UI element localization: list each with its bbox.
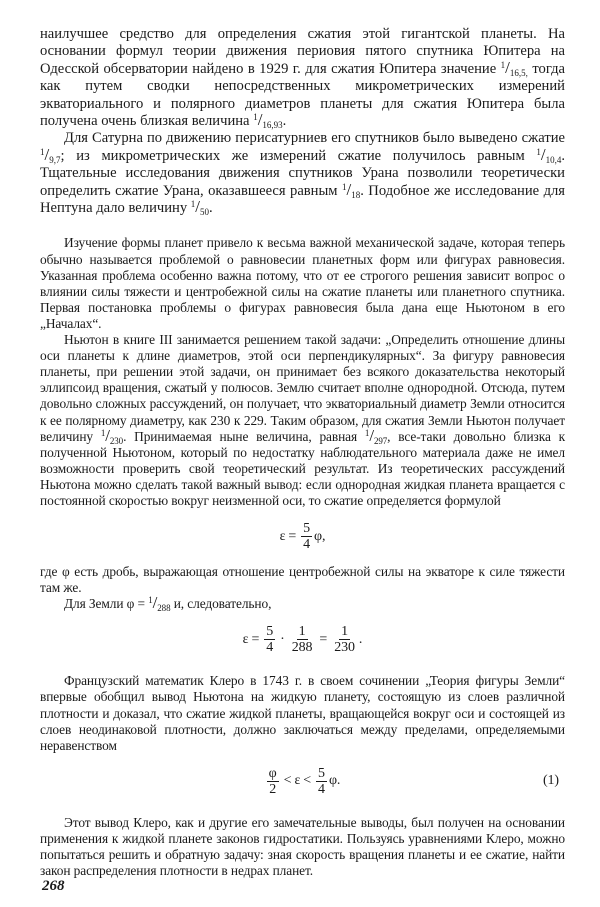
fraction-numerator: 1 bbox=[536, 146, 541, 157]
text: тогда как путем сводки непосредственных микрометрических измерений экваториального и полярного диаметров планеты для сжатия Юпитера была получена очень близкая величина bbox=[40, 60, 566, 130]
numerator: 5 bbox=[266, 624, 274, 640]
paragraph-newton bbox=[40, 332, 565, 509]
fraction-slash: / bbox=[195, 197, 201, 217]
fraction-denominator: 18 bbox=[351, 189, 361, 200]
phi-symbol: φ, bbox=[314, 528, 326, 544]
paragraph-saturn-uranus-neptune bbox=[40, 130, 565, 217]
spacer bbox=[40, 552, 565, 564]
fraction-denominator: 230 bbox=[109, 435, 124, 446]
fraction-slash: / bbox=[369, 425, 374, 445]
text: . Принимаемая ныне величина, равная bbox=[123, 428, 365, 444]
equals-sign: = bbox=[288, 528, 297, 544]
spacer bbox=[40, 509, 565, 521]
fraction-numerator: 1 bbox=[364, 427, 370, 438]
fraction-slash: / bbox=[257, 110, 263, 130]
denominator: 4 bbox=[318, 781, 325, 797]
denominator: 4 bbox=[303, 537, 311, 553]
fraction-numerator: 1 bbox=[148, 595, 153, 606]
page-body bbox=[40, 26, 565, 879]
fraction bbox=[267, 766, 279, 797]
denominator: 4 bbox=[266, 640, 274, 656]
numerator: 1 bbox=[341, 624, 349, 640]
fraction-numerator: 1 bbox=[40, 146, 45, 157]
text: Для Сатурна по движению перисатурниев его спутников было выведено сжатие bbox=[64, 130, 565, 147]
epsilon-symbol: ε bbox=[242, 631, 249, 647]
text: . bbox=[282, 113, 287, 130]
equation-number: (1) bbox=[542, 773, 559, 789]
phi-symbol: φ. bbox=[328, 773, 341, 789]
spacer bbox=[40, 217, 565, 235]
fraction bbox=[332, 624, 357, 655]
equals-sign: = bbox=[319, 631, 328, 647]
text: наилучшее средство для определения сжатия этой гигантской планеты. На основании формул теории движения периовия пятого спутника Юпитера на Одесской обсерватории найдено в 1929 г. для сжатия Юпитера значение bbox=[40, 26, 565, 77]
fraction-numerator: 1 bbox=[500, 59, 506, 70]
fraction bbox=[290, 624, 315, 655]
period: . bbox=[358, 631, 363, 647]
small-print-section bbox=[40, 235, 565, 879]
fraction-denominator: 50 bbox=[200, 207, 210, 218]
fraction bbox=[301, 521, 312, 552]
fraction-denominator: 16,93 bbox=[262, 120, 283, 131]
formula-earth-compression bbox=[40, 624, 565, 655]
equals-sign: = bbox=[251, 631, 260, 647]
text: . Подобное же исследование для Нептуна дало величину bbox=[40, 182, 565, 217]
paragraph-jupiter bbox=[40, 26, 565, 130]
spacer bbox=[40, 754, 565, 766]
text: . bbox=[209, 200, 213, 217]
fraction-slash: / bbox=[44, 144, 50, 164]
multiply-dot: · bbox=[280, 631, 285, 647]
text: , все-таки довольно близка к полученной Ньютоном, который по недостатку наблюдательного материала даже не имел возможности проверить свой теоретический результат. Из теоретических рассуждений Ньютона можно сделать такой важный вывод: если однородная жидкая планета вращается с постоянной скоростью вокруг неизменной оси, то сжатие определяется формулой bbox=[40, 428, 566, 508]
numerator: 1 bbox=[298, 624, 306, 640]
text: ; из микрометрических же измерений сжатие получилось равным bbox=[60, 147, 537, 164]
formula-clairaut-inequality bbox=[40, 766, 565, 797]
fraction-numerator: 1 bbox=[100, 427, 106, 438]
numerator: 5 bbox=[303, 521, 311, 537]
numerator: φ bbox=[268, 765, 277, 781]
paragraph-clairaut: Французский математик Клеро в 1743 г. в своем сочинении „Теория фигуры Земли“ впервые обобщил вывод Ньютона на жидкую планету, состоящую из слоев различной плотности и доказал, что сжатие жидкой планеты, вращающейся вокруг оси и состоящей из слоев неодинаковой плотности, должно заключаться между пределами, определяемыми неравенством bbox=[40, 673, 565, 753]
less-than-sign: < bbox=[303, 773, 312, 789]
spacer bbox=[40, 797, 565, 815]
fraction-slash: / bbox=[105, 425, 110, 445]
fraction-denominator: 297 bbox=[373, 435, 388, 446]
paragraph-earth-phi bbox=[40, 593, 565, 614]
epsilon-symbol: ε bbox=[279, 528, 286, 544]
epsilon-symbol: ε bbox=[294, 773, 301, 789]
denominator: 288 bbox=[291, 640, 313, 656]
page-number: 268 bbox=[42, 878, 65, 894]
fraction-slash: / bbox=[152, 593, 158, 613]
fraction-denominator: 16,5, bbox=[509, 67, 528, 78]
formula-epsilon bbox=[40, 521, 565, 552]
fraction bbox=[316, 766, 327, 797]
numerator: 5 bbox=[318, 765, 325, 781]
fraction-denominator: 288 bbox=[157, 603, 171, 614]
text: . Тщательные исследования движения спутников Урана позволили теоретически определить сжатие Урана, оказавшееся равным bbox=[40, 147, 565, 199]
fraction-denominator: 9,7 bbox=[49, 154, 61, 165]
fraction-numerator: 1 bbox=[253, 112, 258, 123]
spacer bbox=[40, 655, 565, 673]
fraction bbox=[264, 624, 275, 655]
text: Ньютон в книге III занимается решением такой задачи: „Определить отношение длины оси планеты к длине диаметров, этой оси перпендикулярных“. За фигуру равновесия планеты, при решении этой задачи, он принимает без всякого доказательства некоторый эллипсоид вращения, сжатый у полюсов. Землю считает вполне однородной. Отсюда, путем довольно сложных рассуждений, он получает, что экваториальный диаметр Земли относится к ее полярному диаметру, как 230 к 229. Таким образом, для сжатия Земли Ньютон получает величину bbox=[40, 332, 565, 444]
spacer bbox=[40, 612, 565, 624]
fraction-slash: / bbox=[346, 179, 352, 199]
fraction-slash: / bbox=[540, 144, 546, 164]
denominator: 2 bbox=[269, 781, 277, 797]
fraction-slash: / bbox=[505, 57, 510, 77]
less-than-sign: < bbox=[283, 773, 292, 789]
text: Для Земли φ = bbox=[64, 596, 149, 612]
paragraph-equilibrium-problem: Изучение формы планет привело к весьма важной механической задаче, которая теперь обычно называется проблемой о равновесии планетных форм или фигурах равновесия. Указанная проблема особенно важна потому, что от ее строгого решения зависит вопрос о влиянии силы тяжести и центробежной силы на сжатие планеты или планетного спутника. Первая постановка проблемы о фигурах равновесия была дана еще Ньютоном в его „Началах“. bbox=[40, 235, 565, 331]
fraction-numerator: 1 bbox=[341, 181, 347, 192]
denominator: 230 bbox=[334, 640, 355, 656]
fraction-denominator: 10,4 bbox=[545, 154, 562, 165]
paragraph-phi-definition: где φ есть дробь, выражающая отношение центробежной силы на экваторе к силе тяжести там же. bbox=[40, 564, 565, 596]
text: и, следовательно, bbox=[170, 596, 272, 612]
fraction-numerator: 1 bbox=[190, 199, 196, 210]
paragraph-inverse-problem: Этот вывод Клеро, как и другие его замечательные выводы, был получен на основании применения к жидкой планете законов гидростатики. Пользуясь уравнениями Клеро, можно попытаться решить и обратную задачу: зная скорость вращения планеты и ее сжатие, найти закон распределения плотности в недрах планет. bbox=[40, 814, 565, 879]
